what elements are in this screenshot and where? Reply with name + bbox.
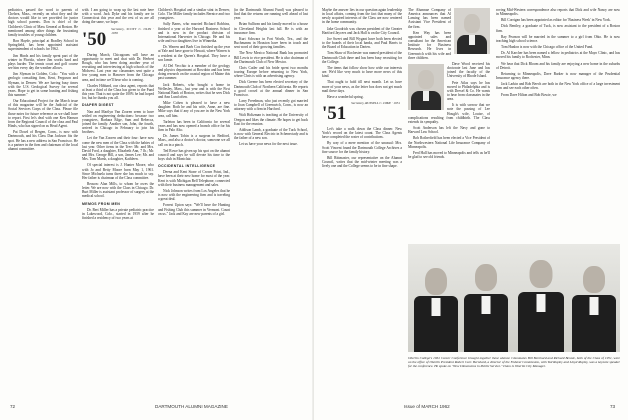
- paragraph: Walt Holtzman is teaching at the University of Oregon and likes the climate. He hopes to get back East for the reunion.: [234, 113, 308, 126]
- left-col-4: [234, 8, 308, 400]
- paragraph: roving Mid-Western correspondence also reports that Dick and wife Nancy are now in Minneapolis.: [496, 8, 620, 17]
- paragraph: Let us have your news for the next issue.: [239, 142, 298, 147]
- paragraph: Dr. Warren and Barb Cox finished up the year at Yale and have gone to Hawaii, where Warren is a resident at the Queen's Hospital. They have a son Jamie.: [158, 45, 230, 62]
- paragraph: Our Educational Project for the March issue of this magazine will be the Judicial of the Social Services Corps of the Class. Please file those notes for future reference as we shall have to report. First let's deal with one Ken Hanson from the Regional Council of the class and Paul Hinds, who has signed on as Head Agent.: [8, 99, 78, 129]
- paragraph: It is with sorrow that we note the passing of Lee Hough's wife, Louise, of complications resulting from childbirth. The Class extends its sympathy.: [408, 103, 490, 124]
- paragraph: Ken Way has been appointed sales and consultant for the American Institute for Business Research. He lives in Greenwich with his wife and three children.: [408, 30, 451, 60]
- paragraph: During March, Chicagoans will have an opportunity to meet and chat with Dr. Herbert Rough, who has been doing another year of recruiting and interviewing at high schools of the Midwest. Last year our classmates sent quite a few young men to Hanover from the Chicago area, and in time we'll hear who is coming.: [82, 52, 154, 82]
- paragraph: Dr. Bert Miller has a private pediatric practice in Lakewood, Colo., started in 1959 after he finished a residency of two years at: [82, 207, 154, 221]
- left-col-1: [8, 8, 78, 400]
- paragraph: Jim Slyman in Golden, Colo.: "You with a geologic consulting firm, Kent, Ferguson and Slyman, in Denver. We are having busy times with the U.S. Geological Survey for several years. Hope to get in some hunting and fishing this summer.": [8, 72, 78, 97]
- left-col-2: [82, 8, 154, 400]
- paragraph: Ray Pearson will be married in the summer to a girl from Ohio. He is now teaching high school science.: [496, 34, 620, 43]
- paragraph: Dick Greene has been elected secretary of the Dartmouth Club of Northern California. He reports a good crowd at the annual dinner in San Francisco.: [234, 80, 308, 97]
- paragraph: The New Mexico National Bank has promoted Bill Lewis to vice president. He is also chairman of the Dartmouth Club of New Mexico.: [234, 51, 308, 64]
- class-secretary: Secretary, SCOTT C. OLIN · 1950: [111, 27, 154, 35]
- paragraph: Jack Roberts, who bought a home in Wellesley, Mass., last year and is with the First National Bank of Boston, writes that he sees Dick and Ann Lund often.: [158, 82, 230, 99]
- paragraph: Let the Van Zooren and their four: have now come the new men of the Class with the babies of last year. Other items in the Tree: Mr. and Mrs. David Ford, a daughter, Elizabeth Ann, 7 lb.; Mr. and Mrs. George Hill, a son, James Lee; Mr. and Mrs. Tom Marsh, a daughter, Kathleen.: [82, 136, 154, 162]
- paragraph: Tom Hanlon is now with the Chicago office of the United Fund.: [501, 45, 594, 50]
- paragraph: Children's Hospital and a similar stint in Denver, Colo. The Miller family includes Bernice and two youngsters.: [158, 8, 230, 21]
- right-col-1: [322, 8, 402, 400]
- paragraph: Jim Hinds and his family spent part of the winter in Florida, where Jim works hard and plays harder. The tennis court and golf course see him every day the weather allows.: [8, 53, 78, 71]
- paragraph: Sally Barns, who married Richard Robbins, finished a year at the Harvard Business School and is now in the product division of International Harvester in Chicago. He and his wife and two daughters live in Winnetka.: [158, 22, 230, 44]
- paragraph: Mike Cohen is pleased to have a new daughter. Both he and his wife, Anne, are fine. Mike says that if any of you are in the New York area, call him.: [158, 101, 230, 118]
- paragraph: Bill Rittmaster, our representative on the Alumni Council, writes that the mid-winter meeting was a lively one and the College seems to be in fine shape.: [322, 155, 402, 169]
- paragraph: pediatrics, passed the word to parents of Chelsea, Mass., recently on what they and the doctors would like to see provided for junior high school parents. Don is chief of the Children's Clinic of Mass General at Boston. He mentioned among other things the frustrating family troubles of young children.: [8, 8, 78, 37]
- paragraph: Deena and Kent Stone of Crown Point, Ind., have been at their new home for most of the year. Kent is with Michigan Bell Telephone, connected with their business management and sales.: [158, 170, 230, 187]
- group-photo-caption: Oberlin College's 1961 Career Conference brought together these alumni. Classmates Bill Bernhard and Richard Bennie, both of the Class of 1951, were on the office of Oberlin President Robert Carr. Bernhard, a director of the Federal Commission, with Ted Rupley and Lloyd Rupley, was a keynote speaker for the conference. He spoke on "New Dimensions in Public Service." Dunn is Oberlin City Manager.: [408, 356, 620, 369]
- right-page-number: 73: [610, 404, 616, 409]
- left-magazine-title: DARTMOUTH ALUMNI MAGAZINE: [155, 404, 228, 409]
- class-year: '51: [322, 102, 347, 124]
- left-col-3: [158, 8, 230, 400]
- right-col-2: [408, 8, 490, 240]
- section-heading: OCCIDENTAL INTELLIGENCE: [158, 164, 216, 169]
- paragraph: Addison Lamb, a graduate of the Tuck School, is now with General Electric in Schenectady and is the father of a new son.: [234, 127, 308, 141]
- paragraph: Reason: Alan Mills, to whom he owes the letter. We are now with the Class in Chicago. Dr. Burt Miller is assistant professor of surgery at the medical school.: [82, 182, 154, 199]
- paragraph: Jack Larkin and Rob Beech are both in the New York office of a large investment firm and see each other often.: [496, 82, 620, 91]
- class-header-1950: [82, 28, 154, 50]
- paragraph: Brian Sullivan and his family moved to a house in Cleveland Heights last fall. He is with an insurance firm.: [234, 22, 308, 35]
- paragraph: Nan and Marilyn Van Zooren seem to have settled on engineering deductions: because two youngsters, Barbara Edge, Sam and Rebecca, joined the family. Another son, John, the fourth, arrived in Chicago in February to join his brothers.: [82, 109, 154, 135]
- paragraph: Al Del Vecchio is a member of the geology and physics department at Bowdoin and has been doing research on the coastal region of Maine this past summer.: [158, 63, 230, 81]
- paragraph: Kurt Schwarz in Fort Worth, Tex., and the Buchmanns in Houston have been in touch and sent word of their growing families.: [234, 36, 308, 50]
- group-photo: [408, 244, 620, 352]
- paragraph: Dick Bentley, a graduate of Tuck, is now assistant to the president of a Boston firm.: [496, 24, 620, 33]
- paragraph: Dr. James Tobin is a surgeon in Bedford, Mass., and also a doctor's doctor, someone we all call on in a pinch.: [158, 134, 230, 147]
- paragraph: Bill Corrigan has been appointed as editor for 'Business Week' in New York.: [501, 18, 611, 23]
- paragraph: Pete Atlas says he has moved to Philadelphia and is with Drexel & Co. He wants to hear from classmates in the area.: [447, 80, 490, 102]
- paragraph: Ron Hayde, principal at Bradley School in Springfield, has been appointed assistant superintendent of schools for 1962.: [8, 39, 78, 52]
- paragraph: Ferd Hall has moved to Minneapolis and tells us he'll be glad to see old friends.: [408, 150, 490, 159]
- class-year: '50: [82, 28, 107, 50]
- left-page-number: 72: [10, 404, 16, 409]
- paragraph: Forrest Upton says: "We'll have the Hunting and Fishing Club this summer in Vermont. Count on us." Jack and Kay are new parents of a girl.: [158, 203, 230, 216]
- right-page: [314, 0, 628, 420]
- paragraph: Jake Goodrich was chosen president of the Greater Hartford Jaycees and Jack Hall is on the City Council.: [322, 26, 402, 35]
- paragraph: By way of a mere mention of the unusual: Mrs. Scott Vincent found the Dartmouth College Archives a fine source for the family history.: [322, 141, 402, 154]
- paragraph: Joe Sweet and Bill Wygant have both been elected to the boards of their local banks, and Paul Harris to the Board of Education in Darien.: [322, 36, 402, 50]
- paragraph: (in the Dartmouth Alumni Fund) was pleased to find that the returns are running well ahead of last year.: [234, 8, 308, 21]
- portrait-photo-1: [454, 8, 490, 54]
- paragraph: Have a wonderful spring.: [327, 94, 364, 99]
- paragraph: The items that follow show how wide our interests are. We'd like very much to have more news of this kind.: [322, 65, 402, 79]
- paragraph: Tarleton has been in California for several years and has now opened a branch office for his firm in Palo Alto.: [158, 119, 230, 133]
- paragraph: Of special interest is J. Hunter Moore, who with Jo and Betty Moore born May 1, 1961. Since Michaela turns three she has much to say. Her father is chairman of the Class committee.: [82, 163, 154, 180]
- paragraph: Let's take a walk down the Class dinner. New York's record on the latest count. The Class Agents have completed the roster of contributions.: [322, 126, 402, 140]
- portrait-photo-2: [408, 64, 444, 110]
- class-secretary: Secretary, RUSSELL C. DIKE · 1951: [351, 101, 401, 105]
- paragraph: Larry Freedman, who just recently got married to Joan Campbell of Greenwich, Conn., is now an attorney with a firm in Hartford.: [234, 98, 308, 112]
- paragraph: Returning to Minneapolis, Dave Barker is now manager of the Prudential Insurance agency there.: [496, 71, 620, 81]
- paragraph: Dr. Al Karcher has been named a fellow in pediatrics at the Mayo Clinic, and has moved his family to Rochester, Minn.: [496, 51, 620, 60]
- paragraph: Ted Rowe has given up his spot on the alumni council and says he will devote his time to the boys club in Montclair.: [158, 148, 230, 161]
- paragraph: Tom Shaw of Rochester was named president of the Dartmouth Club there and has been busy recruiting for the College.: [322, 51, 402, 64]
- paragraph: From Dave Hilton and Bob Bowie, we: [501, 92, 557, 97]
- paragraph: Charles Hibbard, our class agent, reports that at least a third of the Class has given to the Fund this year. That is not quite the 100% he had hoped for, but he thanks you all.: [82, 83, 154, 101]
- right-col-3: [496, 8, 620, 240]
- section-heading: MEMOS FROM MEN: [82, 201, 121, 206]
- paragraph: Dave Wood received his doctorate last June and has joined the faculty of the University of Rhode Island.: [447, 61, 490, 79]
- paragraph: The Alumnae Company of America announces that Al Lansing has been named Assistant Vice President of the firm.: [408, 8, 451, 29]
- paragraph: Maybe the answer lies in our question again leadership in local affairs, coming from the fact that many of the newly acquired interests of the Class are now centered in the home community.: [322, 8, 402, 25]
- section-heading: DIAPER DIGEST: [82, 103, 114, 108]
- paragraph: Chris Cutler and his bride spent two months touring Europe before returning to New York, where Chris is with an advertising agency.: [234, 65, 308, 79]
- paragraph: Nick Johnson writes from Los Angeles that he is now with the engineering firm and is traveling a great deal.: [158, 188, 230, 202]
- paragraph: Bob Rotherfield has been elected a Vice President of the Northwestern National Life Insurance Company of Minneapolis.: [408, 136, 490, 149]
- paragraph: with. I am going to wrap up the last note here with a word. Jack Dyke and his family are in Connecticut this year and the rest of us are all doing the same, we hope.: [82, 8, 154, 25]
- paragraph: We hear that Dick Bloom and his family are enjoying a new home in the suburbs of Detroit.: [496, 61, 620, 70]
- class-header-1951: [322, 102, 402, 124]
- paragraph: Scott Anderson has left the Navy and gone to Harvard Law School.: [408, 126, 490, 135]
- paragraph: Pat Dowd of Bergen, Conn., is now with Dartmouth, and his Class Dan Jackson fits the spot. He has a new address in San Francisco. He is a partner in the firm and chairman of the local alumni committee.: [8, 130, 78, 151]
- paragraph: That ought to hold till next month. Let us have more of your news, as the letter box does not get much mail these days.: [322, 80, 402, 93]
- right-issue-label: Issue of MARCH 1962: [404, 404, 450, 409]
